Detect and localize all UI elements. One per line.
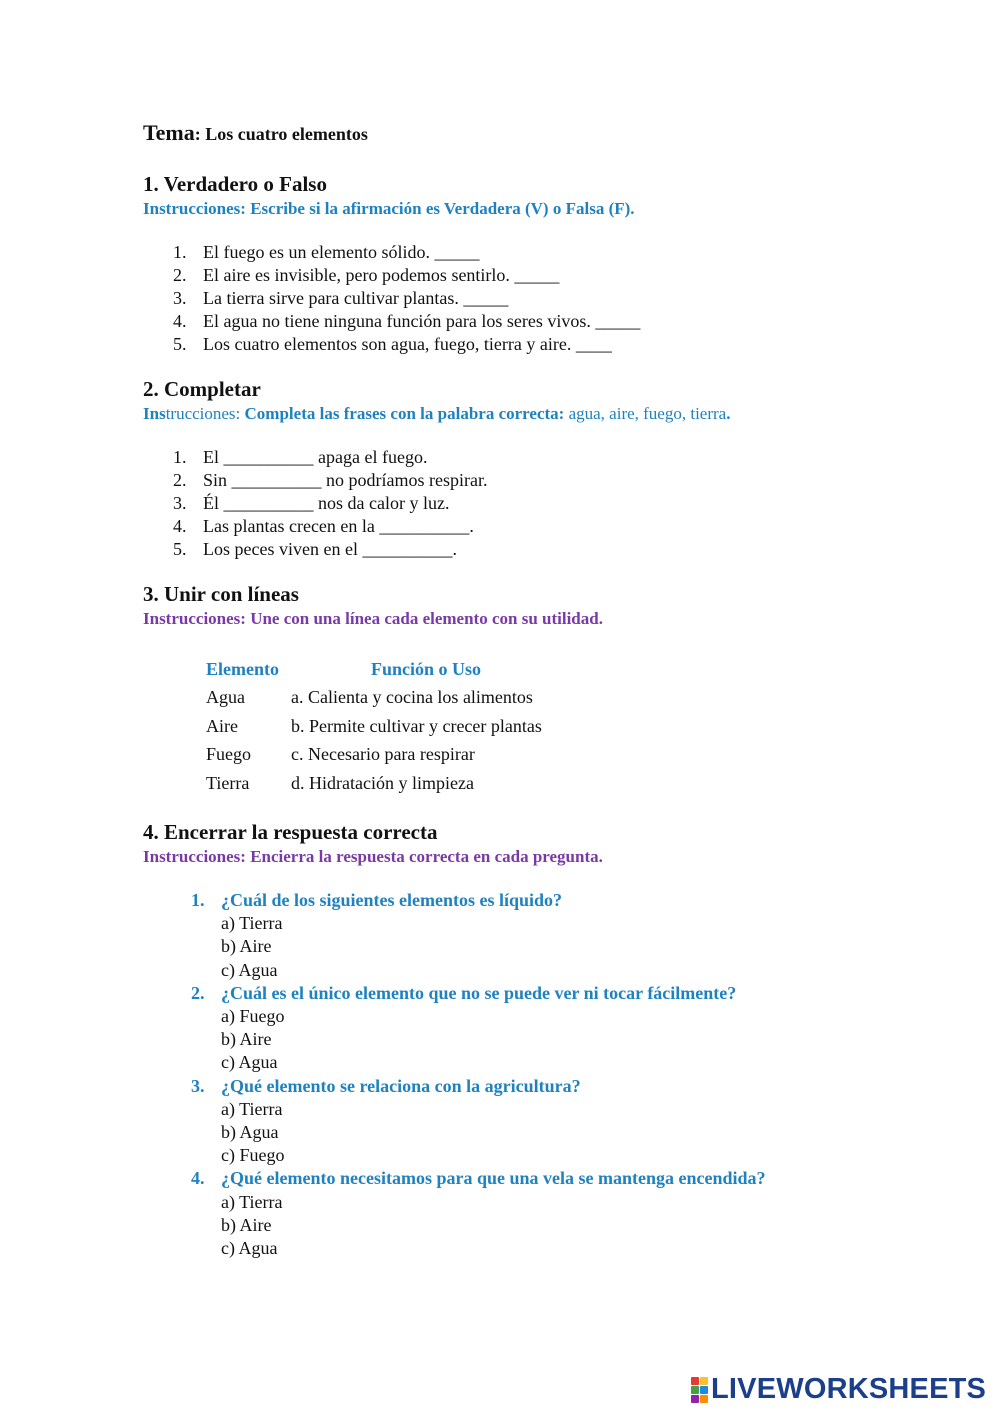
section1-instruction: Instrucciones: Escribe si la afirmación es Verdadera (V) o Falsa (F). [143,199,635,218]
question: 4. ¿Qué elemento necesitamos para que una vela se mantenga encendida? [191,1168,766,1189]
table-row: Fuego c. Necesario para respirar [206,744,475,764]
question-block [143,1075,963,1168]
answer-option[interactable]: a) Tierra [221,1191,283,1212]
question-block [143,889,963,982]
answer-option[interactable]: c) Agua [221,1052,278,1073]
topic-heading [143,118,963,149]
answer-option[interactable]: a) Fuego [221,1006,285,1027]
liveworksheets-logo-icon [691,1377,708,1403]
answer-option[interactable]: a) Tierra [221,913,283,934]
table-row: Agua a. Calienta y cocina los alimentos [206,687,533,707]
liveworksheets-logo [691,1373,986,1406]
list-item: 5. Los peces viven en el __________. [173,539,457,559]
list-item: 3. Él __________ nos da calor y luz. [173,493,450,513]
table-row: Tierra d. Hidratación y limpieza [206,772,474,793]
section2-title: 2. Completar [143,377,261,401]
worksheet [143,118,963,1260]
question: 2. ¿Cuál es el único elemento que no se puede ver ni tocar fácilmente? [191,982,737,1003]
question: 1. ¿Cuál de los siguientes elementos es líquido? [191,890,563,910]
list-item: 3. La tierra sirve para cultivar plantas. _____ [173,288,509,308]
section3-instruction: Instrucciones: Une con una línea cada elemento con su utilidad. [143,609,603,628]
topic-text: : Los cuatro elementos [194,124,368,144]
list-item: 5. Los cuatro elementos son agua, fuego, tierra y aire. ____ [173,334,612,354]
answer-option[interactable]: c) Agua [221,959,278,980]
topic-label: Tema [143,120,195,145]
section4-title: 4. Encerrar la respuesta correcta [143,820,438,844]
answer-option[interactable]: b) Aire [221,936,272,957]
answer-option[interactable]: c) Agua [221,1238,278,1259]
list-item: 1. El fuego es un elemento sólido. _____ [173,242,480,262]
table-row: Aire b. Permite cultivar y crecer plantas [206,715,542,736]
section2-list [143,446,963,561]
question: 3. ¿Qué elemento se relaciona con la agricultura? [191,1075,581,1096]
answer-option[interactable]: b) Aire [221,1029,272,1050]
column-header-function: Función o Uso [371,659,482,679]
answer-option[interactable]: a) Tierra [221,1098,283,1119]
section4-instruction: Instrucciones: Encierra la respuesta correcta en cada pregunta. [143,847,603,866]
list-item: 2. El aire es invisible, pero podemos sentirlo. _____ [173,265,560,285]
list-item: 4. Las plantas crecen en la __________. [173,516,474,536]
answer-option[interactable]: b) Agua [221,1122,279,1143]
answer-option[interactable]: c) Fuego [221,1145,285,1166]
list-item: 2. Sin __________ no podríamos respirar. [173,470,488,490]
section1-title: 1. Verdadero o Falso [143,172,327,196]
section2-instruction: Instrucciones: Completa las frases con la palabra correcta: agua, aire, fuego, tierra. [143,404,731,423]
list-item: 1. El __________ apaga el fuego. [173,447,428,467]
question-block [143,982,963,1075]
section3-title: 3. Unir con líneas [143,582,299,606]
list-item: 4. El agua no tiene ninguna función para los seres vivos. _____ [173,311,641,331]
logo-text: LIVEWORKSHEETS [711,1373,987,1405]
answer-option[interactable]: b) Aire [221,1214,272,1235]
matching-table [206,655,542,797]
section1-list [143,241,963,356]
column-header-element: Elemento [206,659,279,679]
question-block [143,1167,963,1260]
